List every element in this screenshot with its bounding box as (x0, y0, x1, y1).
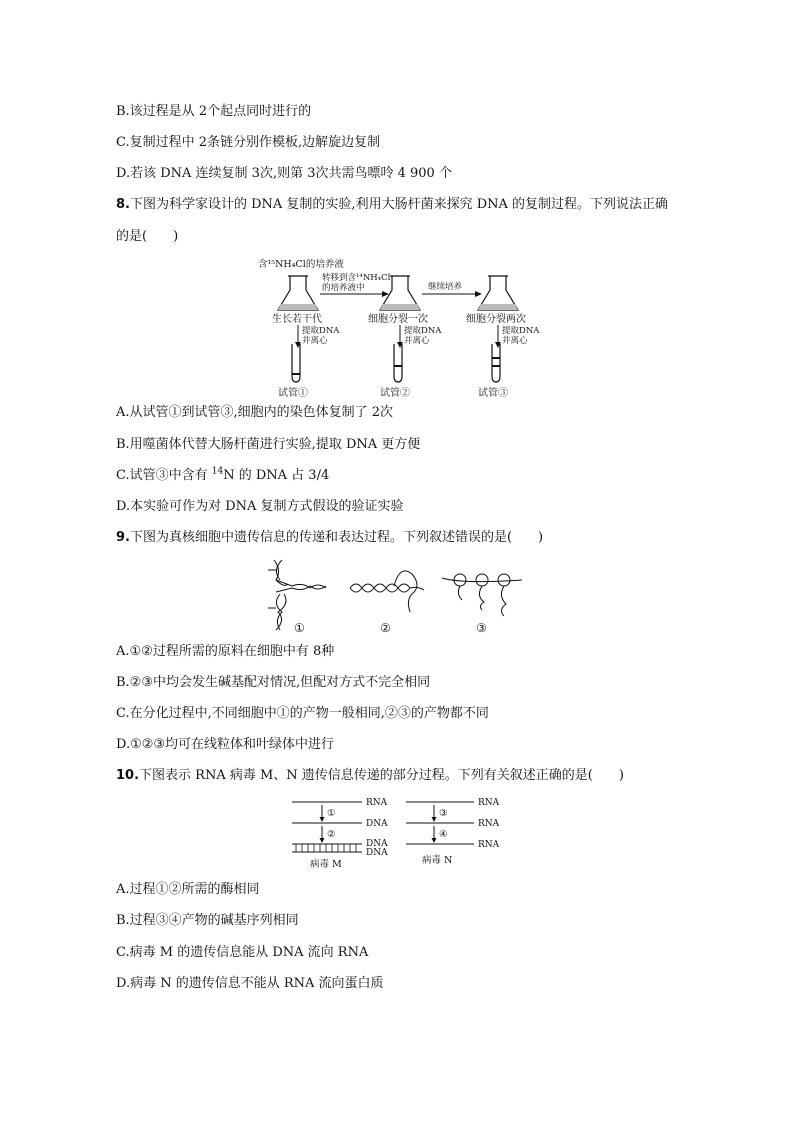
q10-stem (116, 767, 624, 785)
q9-stem (116, 529, 543, 547)
fig10-m-rna: RNA (366, 798, 388, 808)
transcription-diagram-icon (350, 571, 424, 612)
test-tube-2-icon (394, 344, 402, 382)
q7-option-b: B.该过程是从 2个起点同时进行的 (116, 104, 312, 119)
q9-option-c: C.在分化过程中,不同细胞中①的产物一般相同,②③的产物都不同 (116, 706, 489, 721)
fig8-extract3-a: 提取DNA (502, 326, 540, 336)
q8-option-b: B.用噬菌体代替大肠杆菌进行实验,提取 DNA 更方便 (116, 437, 421, 452)
fig8-extract1-a: 提取DNA (302, 326, 340, 336)
test-tube-1-icon (292, 344, 300, 382)
q7-option-d: D.若该 DNA 连续复制 3次,则第 3次共需鸟嘌呤 4 900 个 (116, 166, 452, 181)
virus-n-diagram (406, 798, 500, 866)
q8-option-c (116, 467, 329, 485)
fig8-flask1-caption: 生长若干代 (272, 314, 322, 325)
fig8-arrow1-line1: 转移到含¹⁴NH₄Cl (322, 273, 391, 283)
test-tube-3-icon (492, 344, 500, 382)
q10-figure (290, 792, 520, 872)
q8-stem-text: 下图为科学家设计的 DNA 复制的实验,利用大肠杆菌来探究 DNA 的复制过程。下列说法正确 (129, 197, 669, 212)
q9-option-a: A.①②过程所需的原料在细胞中有 8种 (116, 644, 335, 659)
fig8-arrow2: 继续培养 (428, 282, 463, 292)
q9-number: 9. (116, 530, 130, 545)
fig9-label-2: ② (380, 621, 391, 635)
fig10-n-rna2: RNA (478, 819, 500, 829)
fig8-extract2-a: 提取DNA (404, 326, 442, 336)
fig8-flask2-caption: 细胞分裂一次 (368, 314, 428, 325)
replication-diagram-icon (268, 560, 326, 630)
fig10-m-dna2: DNA (366, 839, 388, 849)
q10-option-b: B.过程③④产物的碱基序列相同 (116, 913, 299, 928)
q9-figure (262, 556, 532, 638)
fig9-label-1: ① (294, 621, 305, 635)
fig10-n-rna3: RNA (478, 840, 500, 850)
fig8-extract3-b: 并离心 (502, 336, 528, 346)
fig10-m-dna3: DNA (366, 848, 388, 858)
fig10-n-step3: ③ (439, 808, 448, 819)
translation-diagram-icon (442, 574, 522, 616)
q10-option-c: C.病毒 M 的遗传信息能从 DNA 流向 RNA (116, 945, 369, 960)
q8-option-c-sup: 14 (211, 466, 224, 477)
fig10-n-rna1: RNA (478, 798, 500, 808)
q8-option-d: D.本实验可作为对 DNA 复制方式假设的验证实验 (116, 499, 404, 514)
q8-option-c-post: N 的 DNA 占 3/4 (223, 468, 330, 483)
q7-option-c: C.复制过程中 2条链分别作模板,边解旋边复制 (116, 135, 381, 150)
fig8-extract1-b: 并离心 (302, 336, 328, 346)
q10-option-d: D.病毒 N 的遗传信息不能从 RNA 流向蛋白质 (116, 976, 384, 991)
q8-stem-line2: 的是( ) (116, 229, 179, 244)
q10-number: 10. (116, 768, 140, 783)
fig10-n-step4: ④ (439, 829, 448, 840)
q9-option-b: B.②③中均会发生碱基配对情况,但配对方式不完全相同 (116, 675, 431, 690)
flask-3-icon (478, 276, 518, 310)
fig8-tube2-label: 试管② (380, 388, 410, 399)
fig9-label-3: ③ (476, 621, 487, 635)
fig8-tube3-label: 试管③ (478, 388, 508, 399)
fig10-m-caption: 病毒 M (310, 859, 342, 870)
fig8-extract2-b: 并离心 (404, 336, 430, 346)
q8-figure (250, 252, 550, 400)
fig10-m-dna1: DNA (366, 819, 388, 829)
fig8-tube1-label: 试管① (278, 388, 308, 399)
fig10-m-step2: ② (327, 829, 336, 840)
q10-option-a: A.过程①②所需的酶相同 (116, 882, 260, 897)
fig10-m-step1: ① (327, 808, 336, 819)
virus-m-diagram (292, 798, 388, 870)
fig8-arrow1-line2: 的培养液中 (322, 283, 365, 293)
q8-stem (116, 196, 668, 214)
q8-option-c-pre: C.试管③中含有 (116, 468, 212, 483)
q10-stem-text: 下图表示 RNA 病毒 M、N 遗传信息传递的部分过程。下列有关叙述正确的是( ) (139, 768, 624, 783)
q8-number: 8. (116, 197, 130, 212)
fig10-n-caption: 病毒 N (422, 855, 453, 866)
q8-option-a: A.从试管①到试管③,细胞内的染色体复制了 2次 (116, 405, 394, 420)
flask-1-icon (278, 276, 318, 310)
fig8-flask3-caption: 细胞分裂两次 (466, 314, 526, 325)
fig8-top-label: 含¹⁵NH₄Cl的培养液 (258, 259, 344, 270)
q9-option-d: D.①②③均可在线粒体和叶绿体中进行 (116, 737, 335, 752)
q9-stem-text: 下图为真核细胞中遗传信息的传递和表达过程。下列叙述错误的是( ) (129, 530, 544, 545)
